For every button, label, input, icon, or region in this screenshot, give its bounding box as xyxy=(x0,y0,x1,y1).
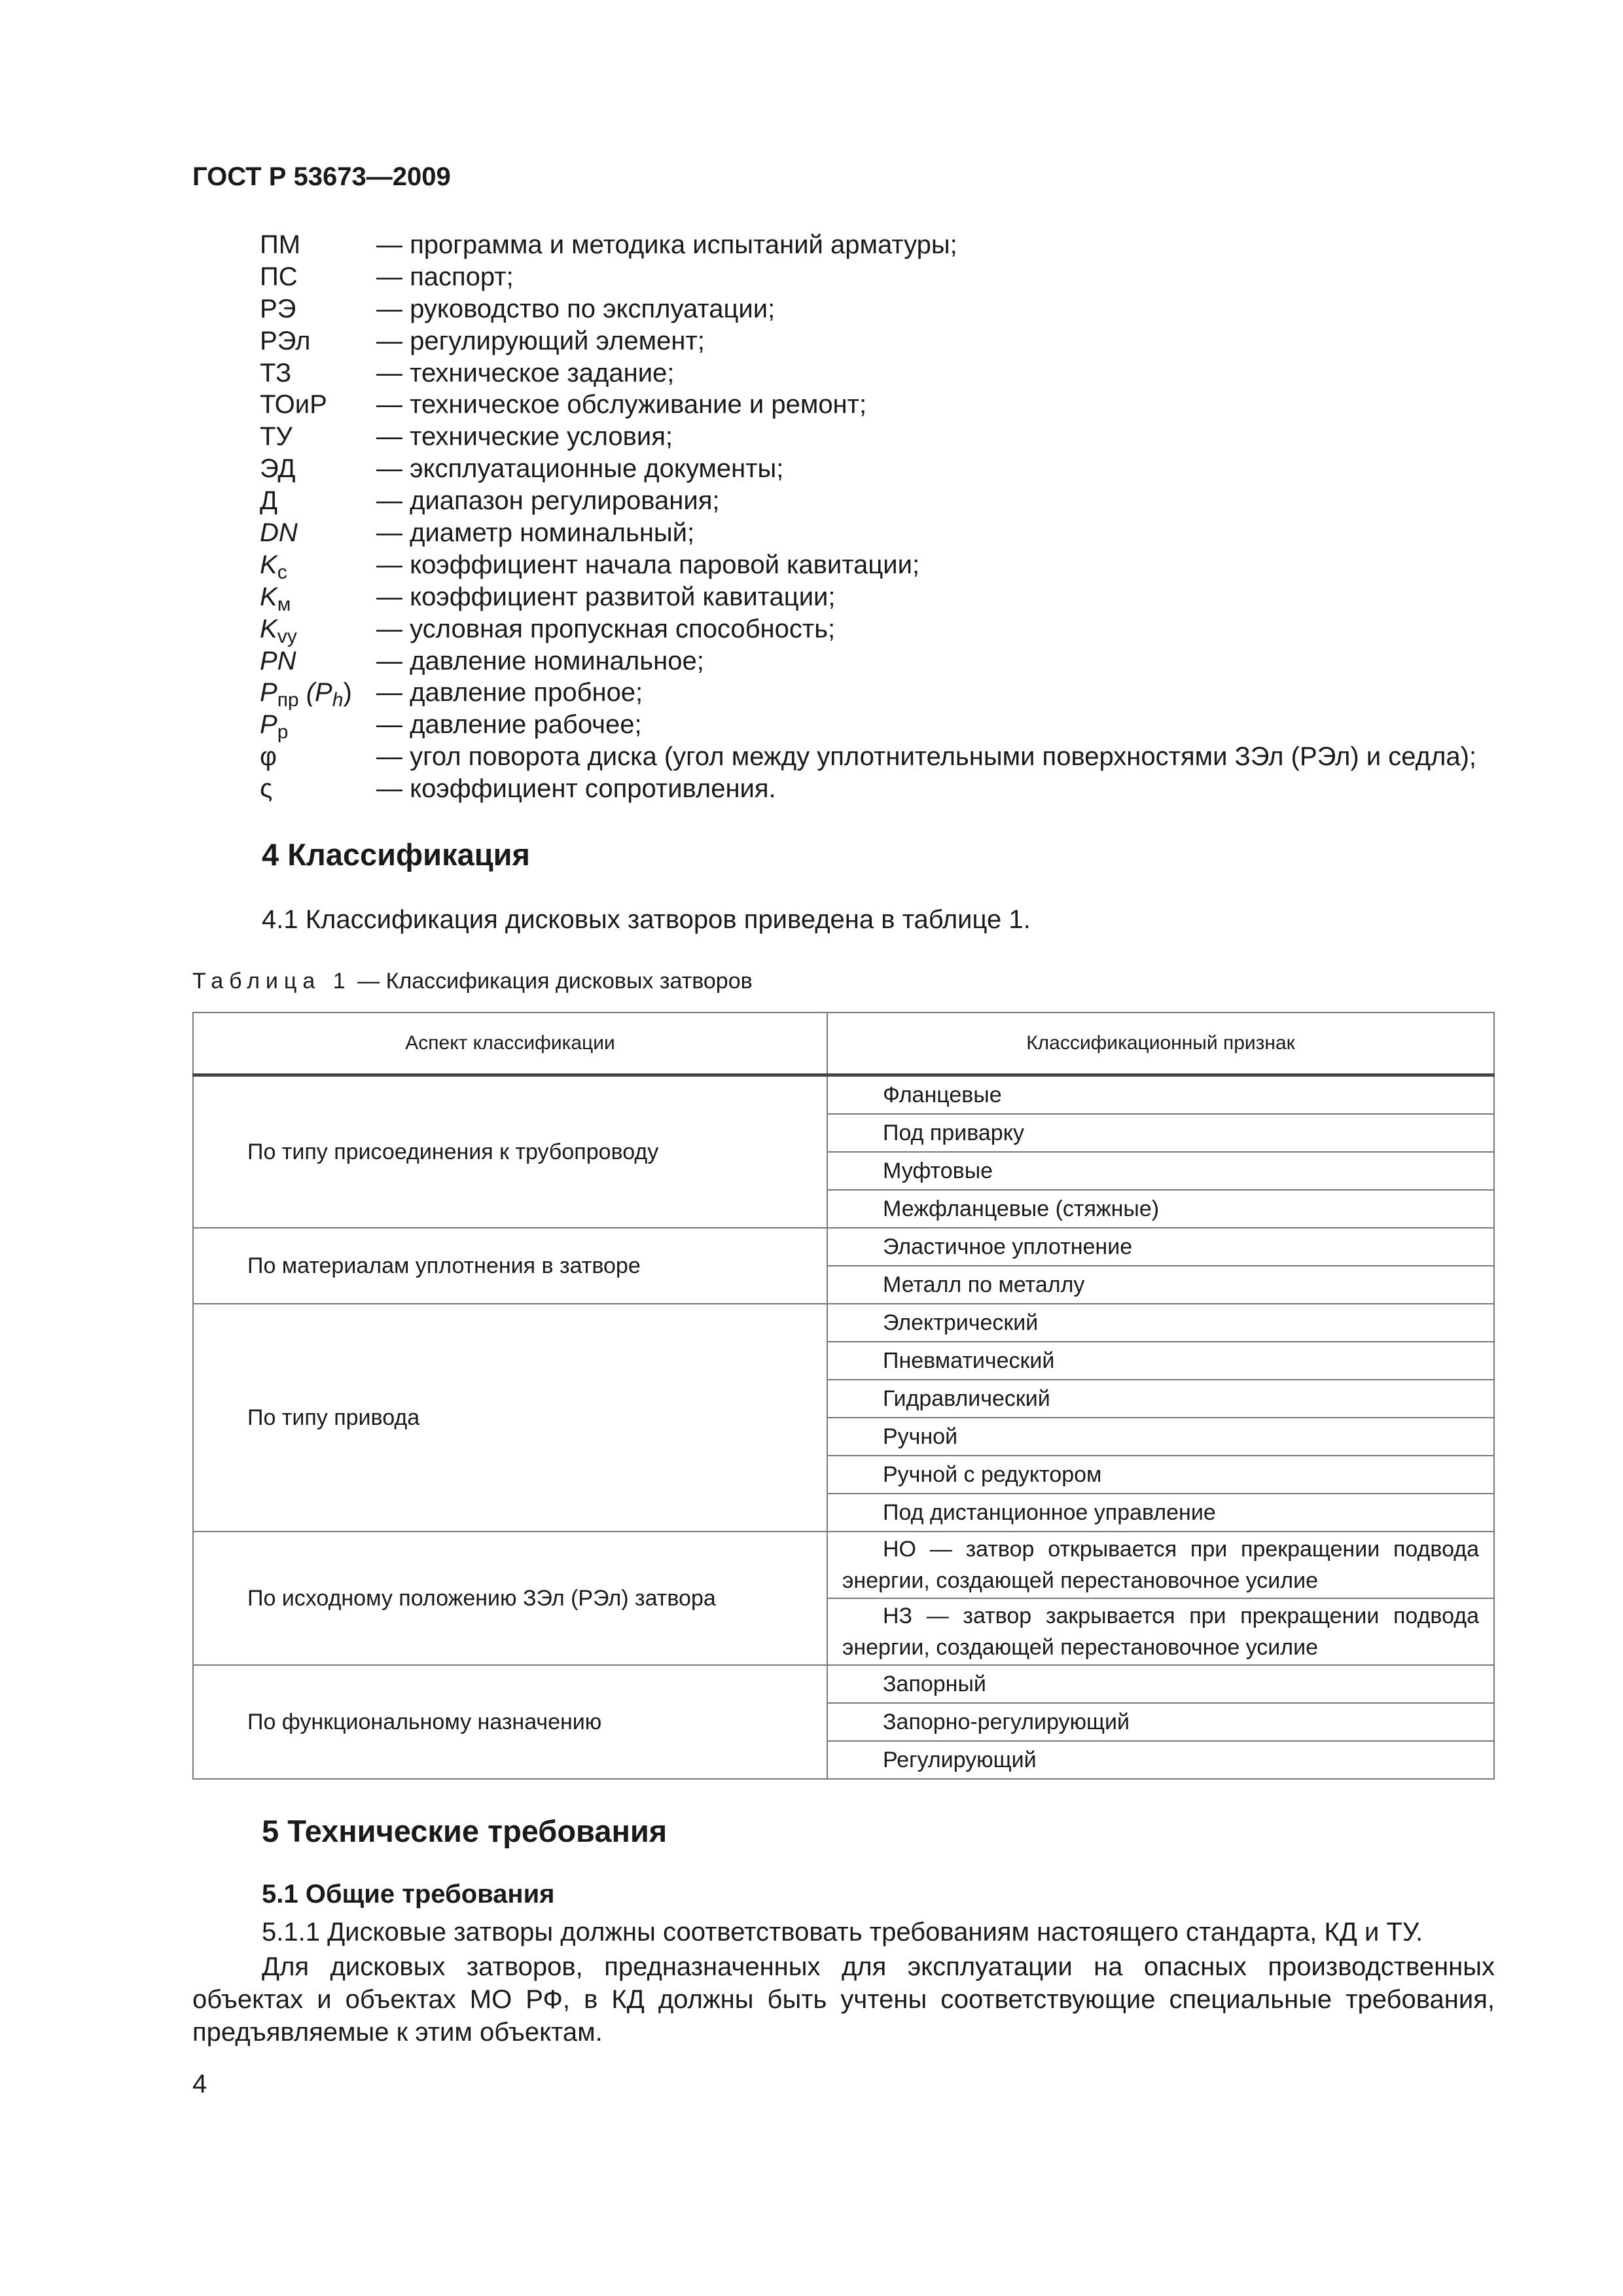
abbreviation-term xyxy=(260,677,376,709)
abbreviation-description: — угол поворота диска (угол между уплотнительными поверхностями ЗЭл (РЭл) и седла); xyxy=(376,742,1476,772)
term-subscript: vy xyxy=(277,625,297,647)
abbreviation-row xyxy=(260,773,1476,805)
abbreviation-term xyxy=(260,613,376,645)
page-number: 4 xyxy=(192,2070,207,2098)
feature-cell: Пневматический xyxy=(827,1342,1494,1380)
feature-cell: Под приварку xyxy=(827,1114,1494,1152)
abbreviation-row xyxy=(260,325,1476,357)
term-alt-symbol: (P xyxy=(298,678,332,708)
abbreviation-row xyxy=(260,453,1476,485)
abbreviation-row xyxy=(260,677,1476,709)
term-subscript: пр xyxy=(277,689,299,711)
aspect-cell: По типу привода xyxy=(193,1304,827,1532)
term-symbol: K xyxy=(260,582,277,611)
table-row xyxy=(193,1075,1494,1115)
abbreviation-term xyxy=(260,517,376,549)
abbreviation-row xyxy=(260,709,1476,744)
table-caption-label: Таблица 1 xyxy=(192,969,351,994)
term-symbol: РЭл xyxy=(260,326,311,355)
abbreviation-term xyxy=(260,261,376,293)
term-alt-close: ) xyxy=(343,678,352,708)
aspect-cell: По функциональному назначению xyxy=(193,1665,827,1779)
term-symbol: ЭД xyxy=(260,454,296,484)
abbreviation-term xyxy=(260,741,376,773)
abbreviation-term xyxy=(260,709,376,744)
term-symbol: PN xyxy=(260,646,296,675)
abbreviation-description: — техническое обслуживание и ремонт; xyxy=(376,390,867,420)
section-5-heading: 5 Технические требования xyxy=(262,1814,668,1848)
abbreviation-description: — эксплуатационные документы; xyxy=(376,454,784,484)
term-symbol: P xyxy=(260,678,277,708)
table-caption-text: — Классификация дисковых затворов xyxy=(351,969,753,994)
abbreviation-description: — руководство по эксплуатации; xyxy=(376,294,776,323)
term-symbol: ПМ xyxy=(260,230,301,259)
abbreviation-row xyxy=(260,421,1476,453)
term-symbol: ς xyxy=(260,774,273,804)
abbreviation-description: — давление номинальное; xyxy=(376,646,704,675)
abbreviation-row xyxy=(260,261,1476,293)
abbreviation-description: — диаметр номинальный; xyxy=(376,518,695,548)
abbreviation-row xyxy=(260,517,1476,549)
abbreviation-row xyxy=(260,293,1476,325)
feature-cell: Запорный xyxy=(827,1665,1494,1703)
abbreviation-term xyxy=(260,357,376,389)
term-symbol: ТОиР xyxy=(260,390,327,420)
abbreviation-description: — условная пропускная способность; xyxy=(376,614,836,643)
table-row xyxy=(193,1665,1494,1703)
term-symbol: φ xyxy=(260,742,277,772)
term-symbol: P xyxy=(260,710,277,740)
term-symbol: Д xyxy=(260,486,278,516)
abbreviation-term xyxy=(260,229,376,261)
abbreviation-row xyxy=(260,549,1476,581)
abbreviation-term xyxy=(260,549,376,581)
feature-cell: Запорно-регулирующий xyxy=(827,1703,1494,1741)
term-subscript: м xyxy=(277,593,291,615)
table-row xyxy=(193,1532,1494,1598)
aspect-cell: По типу присоединения к трубопроводу xyxy=(193,1075,827,1229)
feature-cell: Фланцевые xyxy=(827,1075,1494,1115)
abbreviation-description: — диапазон регулирования; xyxy=(376,486,720,516)
abbreviation-term xyxy=(260,293,376,325)
abbreviation-description: — коэффициент сопротивления. xyxy=(376,774,776,804)
term-symbol: ТУ xyxy=(260,422,293,452)
abbreviation-row xyxy=(260,485,1476,517)
abbreviation-description: — давление пробное; xyxy=(376,678,643,708)
abbreviation-term xyxy=(260,421,376,453)
aspect-cell: По исходному положению ЗЭл (РЭл) затвора xyxy=(193,1532,827,1665)
aspect-cell: По материалам уплотнения в затворе xyxy=(193,1228,827,1304)
term-symbol: DN xyxy=(260,518,298,548)
classification-table xyxy=(192,1012,1495,1780)
abbreviation-description: — программа и методика испытаний арматуры; xyxy=(376,230,957,259)
abbreviation-description: — техническое задание; xyxy=(376,358,675,387)
term-symbol: ТЗ xyxy=(260,358,292,387)
table-row xyxy=(193,1228,1494,1266)
term-symbol: K xyxy=(260,614,277,643)
feature-cell: Гидравлический xyxy=(827,1380,1494,1418)
abbreviation-description: — коэффициент начала паровой кавитации; xyxy=(376,550,920,579)
abbreviation-description: — технические условия; xyxy=(376,422,673,452)
abbreviation-row xyxy=(260,229,1476,261)
abbreviation-description: — регулирующий элемент; xyxy=(376,326,705,355)
abbreviation-row xyxy=(260,581,1476,613)
table-row xyxy=(193,1304,1494,1342)
feature-cell: Под дистанционное управление xyxy=(827,1494,1494,1532)
term-symbol: K xyxy=(260,550,277,579)
term-symbol: РЭ xyxy=(260,294,296,323)
paragraph-5-1-1: 5.1.1 Дисковые затворы должны соответствовать требованиям настоящего стандарта, КД и ТУ. xyxy=(262,1918,1423,1946)
column-header-aspect: Аспект классификации xyxy=(193,1013,827,1075)
abbreviation-description: — паспорт; xyxy=(376,262,514,291)
term-symbol: ПС xyxy=(260,262,298,291)
feature-cell: Ручной с редуктором xyxy=(827,1456,1494,1494)
term-subscript: c xyxy=(277,561,287,583)
feature-cell: Эластичное уплотнение xyxy=(827,1228,1494,1266)
feature-cell: Муфтовые xyxy=(827,1152,1494,1190)
abbreviation-term xyxy=(260,645,376,677)
abbreviation-row xyxy=(260,357,1476,389)
document-header: ГОСТ Р 53673—2009 xyxy=(192,162,451,191)
feature-cell: НЗ — затвор закрывается при прекращении подвода энергии, создающей перестановочное усилие xyxy=(827,1598,1494,1665)
term-subscript: p xyxy=(277,721,289,744)
feature-cell: Регулирующий xyxy=(827,1741,1494,1779)
table-header-row xyxy=(193,1013,1494,1075)
abbreviation-term xyxy=(260,581,376,613)
feature-cell: Электрический xyxy=(827,1304,1494,1342)
abbreviation-term xyxy=(260,325,376,357)
table-caption xyxy=(192,969,753,994)
paragraph-5-1-1-continued: Для дисковых затворов, предназначенных для эксплуатации на опасных производственных объектах и объектах МО РФ, в КД должны быть учтены соответствующие специальные требования, предъявляемые к этим объектам. xyxy=(192,1952,1495,2047)
paragraph-4-1: 4.1 Классификация дисковых затворов приведена в таблице 1. xyxy=(262,905,1031,934)
abbreviation-term xyxy=(260,773,376,805)
feature-cell: Межфланцевые (стяжные) xyxy=(827,1190,1494,1228)
section-5-1-heading: 5.1 Общие требования xyxy=(262,1880,555,1909)
section-4-heading: 4 Классификация xyxy=(262,837,530,872)
abbreviation-term xyxy=(260,389,376,421)
abbreviation-description: — коэффициент развитой кавитации; xyxy=(376,582,836,611)
abbreviation-list xyxy=(260,229,1476,805)
feature-cell: Металл по металлу xyxy=(827,1266,1494,1304)
abbreviation-row xyxy=(260,645,1476,677)
abbreviation-term xyxy=(260,485,376,517)
abbreviation-row xyxy=(260,613,1476,645)
feature-cell: НО — затвор открывается при прекращении подвода энергии, создающей перестановочное усилие xyxy=(827,1532,1494,1598)
term-alt-subscript: h xyxy=(332,689,344,711)
feature-cell: Ручной xyxy=(827,1418,1494,1456)
abbreviation-description: — давление рабочее; xyxy=(376,710,642,740)
abbreviation-row xyxy=(260,389,1476,421)
column-header-feature: Классификационный признак xyxy=(827,1013,1494,1075)
abbreviation-term xyxy=(260,453,376,485)
abbreviation-row xyxy=(260,741,1476,773)
